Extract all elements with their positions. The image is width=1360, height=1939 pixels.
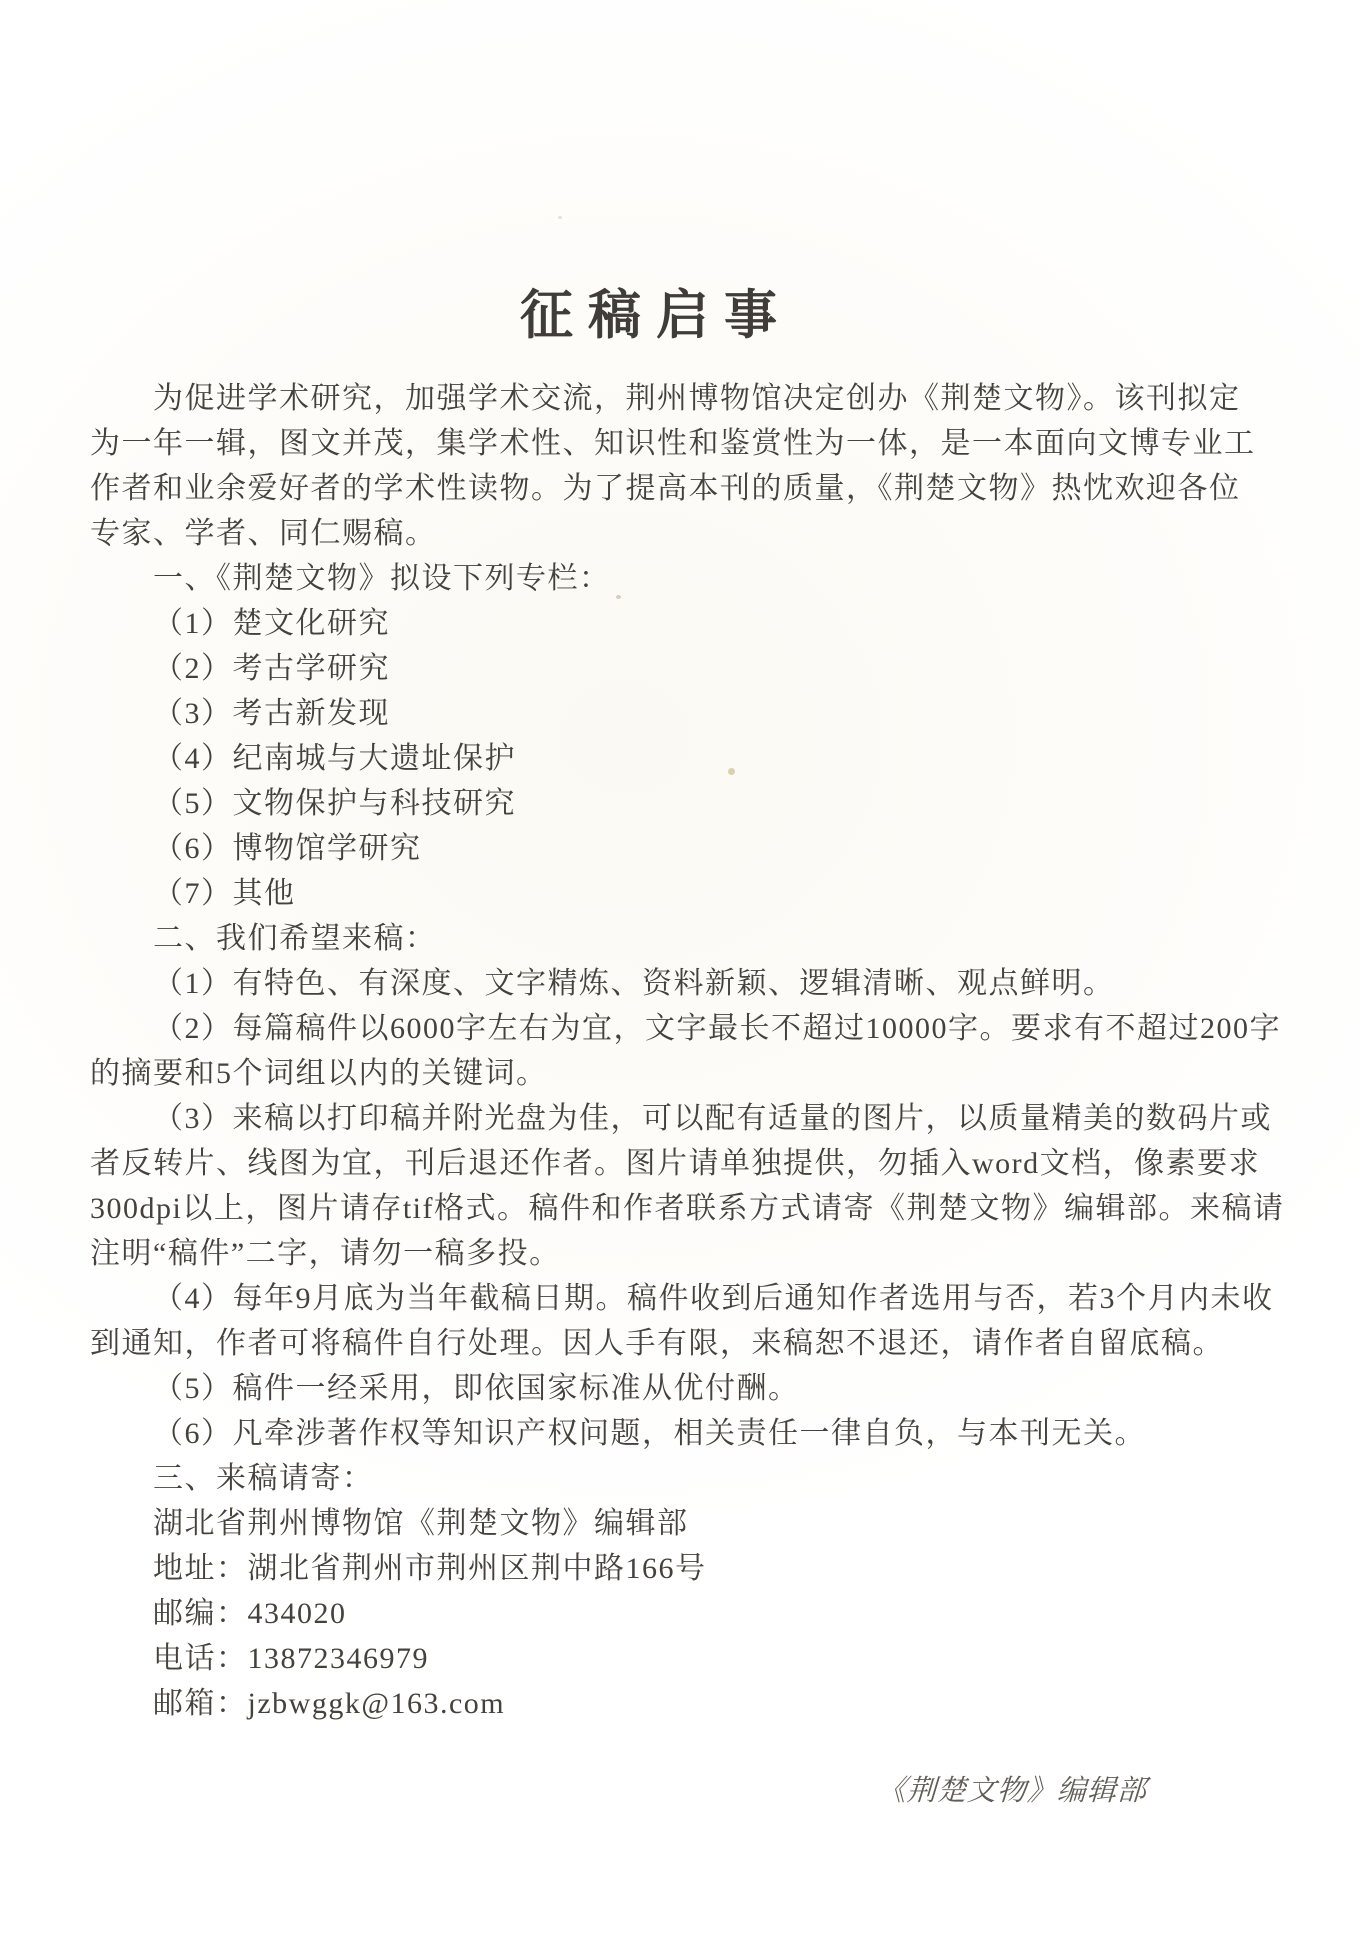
document-line: （1）有特色、有深度、文字精炼、资料新颖、逻辑清晰、观点鲜明。 — [153, 967, 1115, 1000]
document-line: （6）凡牵涉著作权等知识产权问题，相关责任一律自负，与本刊无关。 — [153, 1417, 1146, 1450]
document-line: 湖北省荆州博物馆《荆楚文物》编辑部 — [153, 1507, 689, 1540]
document-line: （5）文物保护与科技研究 — [153, 787, 516, 820]
document-line: 为一年一辑，图文并茂，集学术性、知识性和鉴赏性为一体，是一本面向文博专业工 — [90, 427, 1256, 460]
document-line: （4）纪南城与大遗址保护 — [153, 742, 516, 775]
document-line: （5）稿件一经采用，即依国家标准从优付酬。 — [153, 1372, 800, 1405]
signature: 《荆楚文物》编辑部 — [876, 1775, 1148, 1807]
document-line: 注明“稿件”二字，请勿一稿多投。 — [90, 1237, 561, 1270]
document-line: 300dpi以上，图片请存tif格式。稿件和作者联系方式请寄《荆楚文物》编辑部。来稿请 — [90, 1192, 1285, 1225]
document-line: 到通知，作者可将稿件自行处理。因人手有限，来稿恕不退还，请作者自留底稿。 — [90, 1327, 1224, 1360]
document-line: （2）考古学研究 — [153, 652, 390, 685]
document-line: 者反转片、线图为宜，刊后退还作者。图片请单独提供，勿插入word文档，像素要求 — [90, 1147, 1261, 1180]
document-line: （7）其他 — [153, 877, 296, 910]
document-line: 为促进学术研究，加强学术交流，荆州博物馆决定创办《荆楚文物》。该刊拟定 — [153, 382, 1241, 415]
document-line: 的摘要和5个词组以内的关键词。 — [90, 1057, 548, 1090]
document-line: 二、我们希望来稿： — [153, 922, 437, 955]
document-line: （2）每篇稿件以6000字左右为宜，文字最长不超过10000字。要求有不超过200字 — [153, 1012, 1281, 1045]
document-line: （4）每年9月底为当年截稿日期。稿件收到后通知作者选用与否，若3个月内未收 — [153, 1282, 1274, 1315]
scan-speck — [728, 768, 735, 775]
page-title: 征稿启事 — [520, 286, 792, 345]
document-line: 作者和业余爱好者的学术性读物。为了提高本刊的质量，《荆楚文物》热忱欢迎各位 — [90, 472, 1241, 505]
document-line: （1）楚文化研究 — [153, 607, 390, 640]
document-line: （3）来稿以打印稿并附光盘为佳，可以配有适量的图片，以质量精美的数码片或 — [153, 1102, 1272, 1135]
document-body — [90, 376, 1285, 1726]
scan-speck — [616, 595, 621, 599]
document-line: 邮编：434020 — [153, 1597, 347, 1630]
document-line: 专家、学者、同仁赐稿。 — [90, 517, 437, 550]
document-line: 电话：13872346979 — [153, 1642, 429, 1675]
document-line: （6）博物馆学研究 — [153, 832, 422, 865]
document-line: 地址：湖北省荆州市荆州区荆中路166号 — [153, 1552, 707, 1585]
document-line: 三、来稿请寄： — [153, 1462, 374, 1495]
document-line: 邮箱：jzbwggk@163.com — [153, 1687, 506, 1720]
document-line: 一、《荆楚文物》拟设下列专栏： — [153, 562, 611, 595]
document-line: （3）考古新发现 — [153, 697, 390, 730]
scan-speck — [558, 216, 562, 219]
